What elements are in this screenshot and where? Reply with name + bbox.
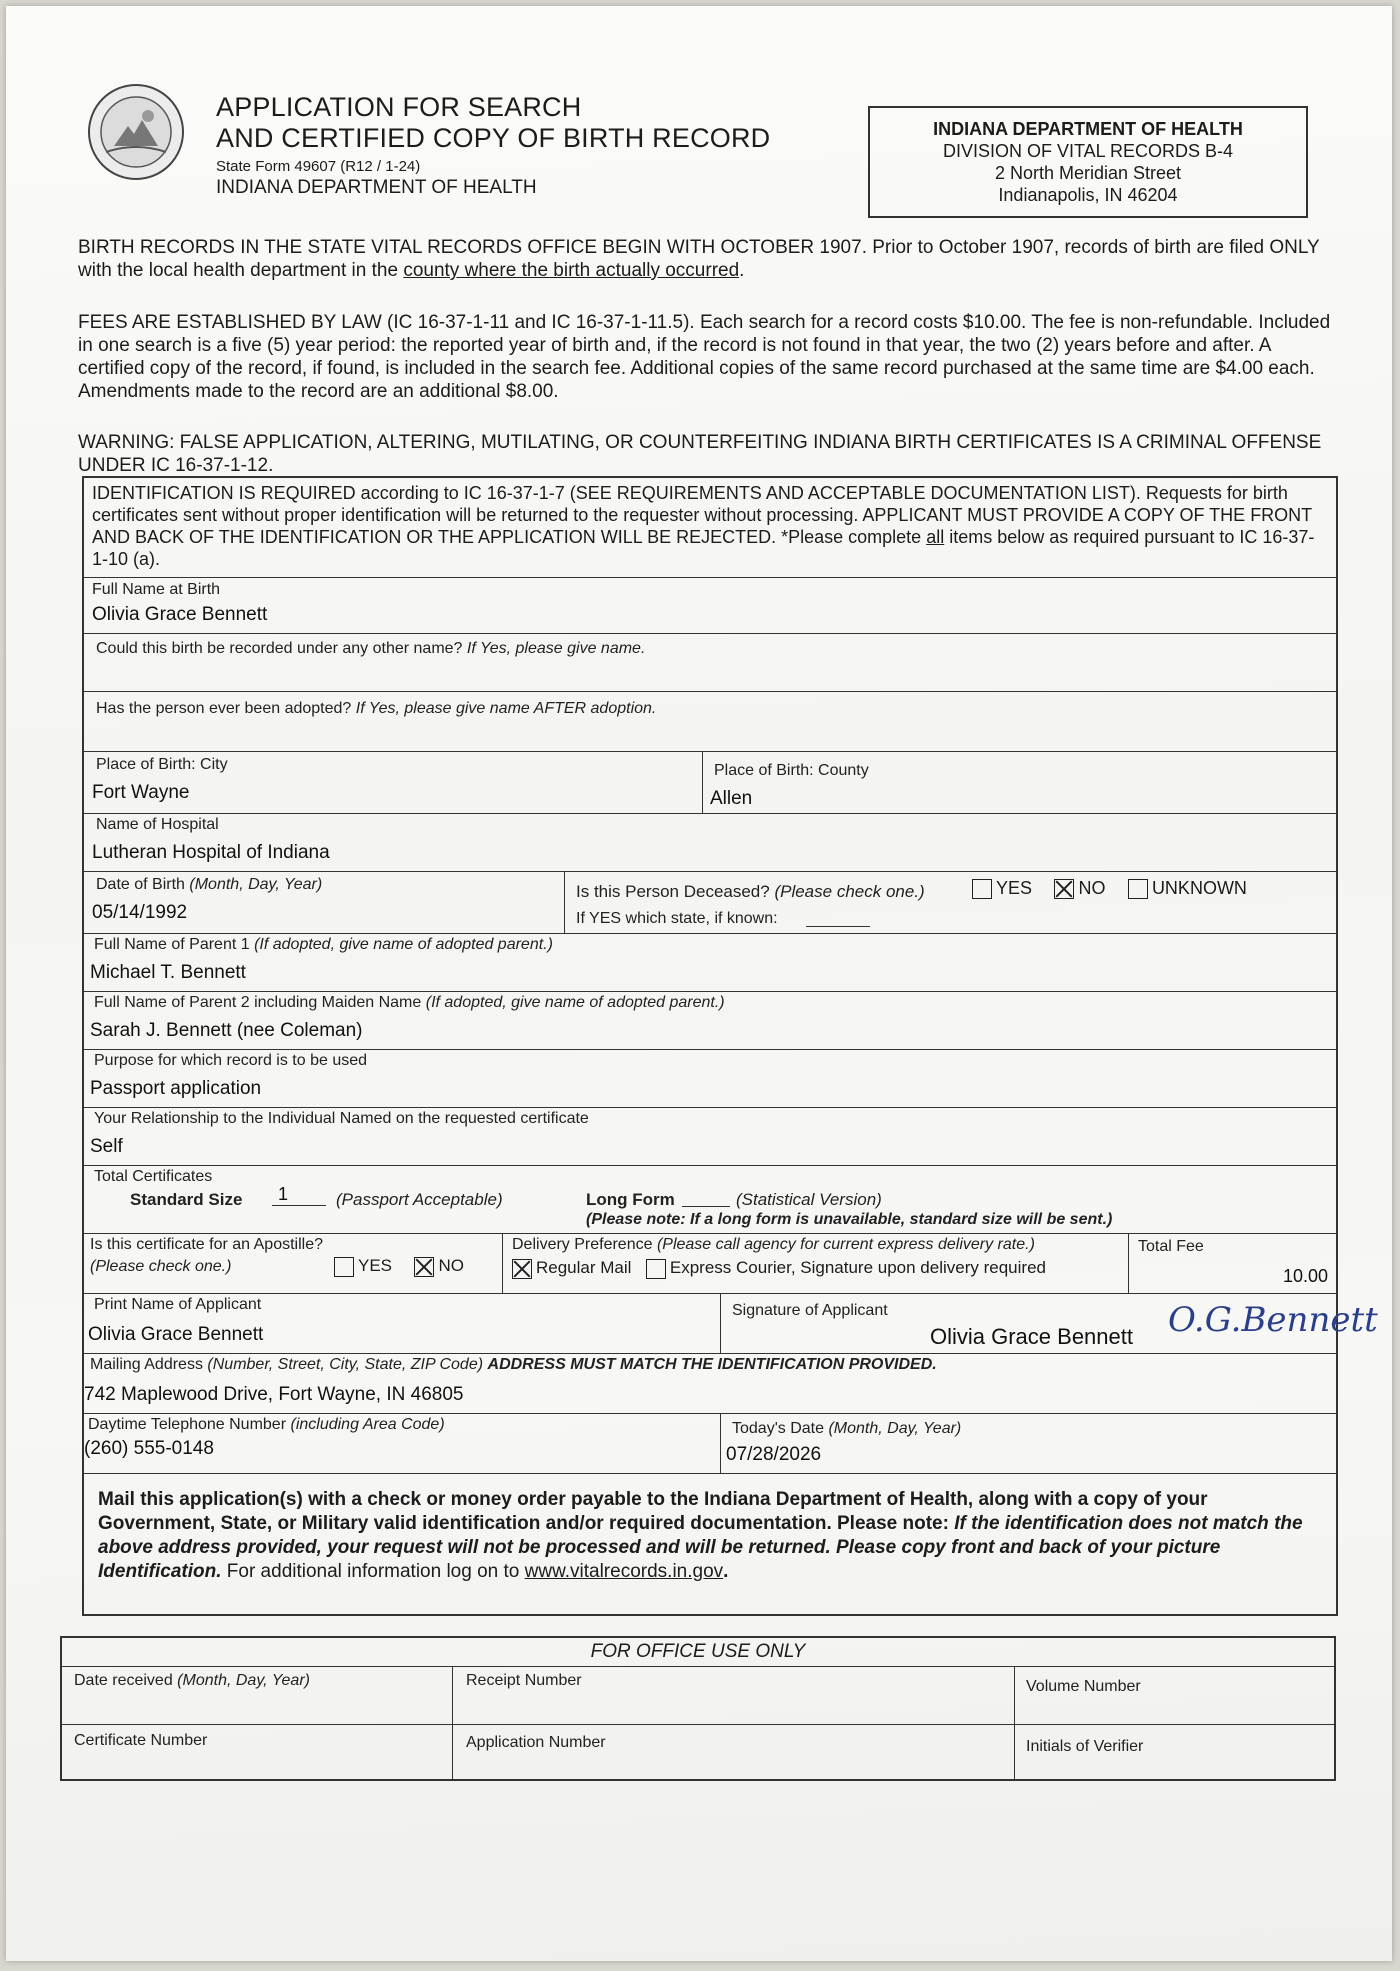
signature-typed: Olivia Grace Bennett	[930, 1324, 1133, 1349]
city-label: Place of Birth: City	[96, 756, 228, 773]
long-form-note: (Please note: If a long form is unavailable, standard size will be sent.)	[586, 1211, 1113, 1228]
deceased-options: YES NO UNKNOWN	[972, 878, 1265, 899]
adopted-row[interactable]: Has the person ever been adopted? If Yes, please give name AFTER adoption.	[84, 692, 1336, 752]
delivery-options: Regular Mail Express Courier, Signature upon delivery required	[512, 1258, 1064, 1279]
other-name-row[interactable]: Could this birth be recorded under any other name? If Yes, please give name.	[84, 634, 1336, 692]
print-name-field[interactable]: Olivia Grace Bennett	[88, 1324, 264, 1345]
notice-fees: FEES ARE ESTABLISHED BY LAW (IC 16-37-1-11 and IC 16-37-1-11.5). Each search for a record costs $10.00. The fee is non-refundable. Included in one search is a five (5) year period: the reported year of birth and, if the record is not found in that year, the two (2) years before and after. A certified copy of the record, if found, is included in the search fee. Additional copies of the same record purchased at the same time are $4.00 each. Amendments made to the record are an additional $8.00.	[78, 312, 1331, 402]
standard-size-hint: (Passport Acceptable)	[336, 1190, 503, 1209]
today-date-field[interactable]: 07/28/2026	[726, 1444, 822, 1465]
phone-field[interactable]: (260) 555-0148	[84, 1438, 214, 1459]
parent1-row: Full Name of Parent 1 (If adopted, give name of adopted parent.) Michael T. Bennett	[84, 934, 1336, 992]
volume-number-label: Volume Number	[1026, 1678, 1141, 1695]
state-seal-icon	[86, 82, 186, 182]
header	[216, 92, 770, 199]
full-name-field[interactable]: Olivia Grace Bennett	[92, 604, 268, 625]
place-of-birth-row	[84, 752, 1336, 814]
hospital-field[interactable]: Lutheran Hospital of Indiana	[92, 842, 330, 863]
relationship-field[interactable]: Self	[90, 1136, 123, 1157]
receipt-number-label: Receipt Number	[466, 1672, 582, 1689]
deceased-unknown-checkbox[interactable]	[1128, 879, 1148, 899]
signature-handwritten[interactable]: O.G.Bennett	[1168, 1300, 1378, 1340]
document-page	[6, 6, 1392, 1961]
apostille-hint: (Please check one.)	[90, 1258, 232, 1275]
phone-date-row: Daytime Telephone Number (including Area Code) (260) 555-0148 Today's Date (Month, Day, Year) 07/28/2026	[84, 1414, 1336, 1474]
dob-field[interactable]: 05/14/1992	[92, 902, 188, 923]
deceased-state-field[interactable]	[806, 926, 870, 927]
form-title-line1: APPLICATION FOR SEARCH	[216, 92, 582, 122]
address-line3: 2 North Meridian Street	[994, 163, 1182, 183]
total-fee-field[interactable]: 10.00	[1282, 1266, 1328, 1286]
hospital-label: Name of Hospital	[96, 816, 219, 833]
long-form-field[interactable]	[682, 1206, 730, 1207]
agency-address-box	[868, 106, 1308, 218]
parent2-field[interactable]: Sarah J. Bennett (nee Coleman)	[90, 1020, 363, 1041]
dob-row: Date of Birth (Month, Day, Year) 05/14/1992 Is this Person Deceased? (Please check one.) YES NO UNKNOWN If YES which state, if known:	[84, 872, 1336, 934]
notice-birth-records: BIRTH RECORDS IN THE STATE VITAL RECORDS OFFICE BEGIN WITH OCTOBER 1907. Prior to October 1907, records of birth are filed ONLY with the local health department in the county where the birth actually occurred.	[78, 237, 1320, 281]
apostille-yes-checkbox[interactable]	[334, 1257, 354, 1277]
purpose-label: Purpose for which record is to be used	[94, 1052, 368, 1069]
total-certificates-row	[84, 1166, 1336, 1234]
long-form-label: Long Form	[586, 1190, 675, 1209]
print-name-label: Print Name of Applicant	[94, 1296, 262, 1313]
standard-size-field[interactable]: 1	[272, 1184, 326, 1206]
full-name-row	[84, 578, 1336, 634]
verifier-initials-label: Initials of Verifier	[1026, 1738, 1144, 1755]
county-field[interactable]: Allen	[710, 788, 753, 809]
office-use-title: FOR OFFICE USE ONLY	[590, 1641, 806, 1662]
notice-warning: WARNING: FALSE APPLICATION, ALTERING, MUTILATING, OR COUNTERFEITING INDIANA BIRTH CERTIFICATES IS A CRIMINAL OFFENSE UNDER IC 16-37-1-12.	[78, 432, 1322, 476]
form-title-line2: AND CERTIFIED COPY OF BIRTH RECORD	[216, 123, 771, 153]
hospital-row	[84, 814, 1336, 872]
application-number-label: Application Number	[466, 1734, 606, 1751]
relationship-label: Your Relationship to the Individual Named on the requested certificate	[94, 1110, 589, 1127]
total-fee-label: Total Fee	[1138, 1238, 1204, 1255]
apostille-label: Is this certificate for an Apostille?	[90, 1236, 323, 1253]
office-use-box: FOR OFFICE USE ONLY Date received (Month, Day, Year) Receipt Number Volume Number Certificate Number Application Number Initials of Verifier	[60, 1636, 1336, 1781]
deceased-no-checkbox[interactable]	[1054, 879, 1074, 899]
full-name-label: Full Name at Birth	[92, 581, 221, 598]
delivery-express-checkbox[interactable]	[646, 1259, 666, 1279]
parent2-row: Full Name of Parent 2 including Maiden Name (If adopted, give name of adopted parent.) Sarah J. Bennett (nee Coleman)	[84, 992, 1336, 1050]
total-certificates-label: Total Certificates	[94, 1168, 213, 1185]
long-form-hint: (Statistical Version)	[736, 1190, 882, 1209]
certificate-number-label: Certificate Number	[74, 1732, 208, 1749]
deceased-yes-checkbox[interactable]	[972, 879, 992, 899]
mailing-field[interactable]: 742 Maplewood Drive, Fort Wayne, IN 46805	[84, 1384, 464, 1405]
address-line2: DIVISION OF VITAL RECORDS B-4	[942, 141, 1234, 161]
standard-size-label: Standard Size	[130, 1190, 243, 1209]
city-field[interactable]: Fort Wayne	[92, 782, 190, 803]
purpose-row	[84, 1050, 1336, 1108]
address-line4: Indianapolis, IN 46204	[998, 185, 1178, 205]
mailing-row: Mailing Address (Number, Street, City, State, ZIP Code) ADDRESS MUST MATCH THE IDENTIFICATION PROVIDED. 742 Maplewood Drive, Fort Wayne, IN 46805	[84, 1354, 1336, 1414]
application-form	[82, 476, 1378, 1616]
identification-requirement: IDENTIFICATION IS REQUIRED according to IC 16-37-1-7 (SEE REQUIREMENTS AND ACCEPTABLE DOCUMENTATION LIST). Requests for birth certificates sent without proper identification will be returned to the requester without processing. APPLICANT MUST PROVIDE A COPY OF THE FRONT AND BACK OF THE IDENTIFICATION OR THE APPLICATION WILL BE REJECTED. *Please complete all items below as required pursuant to IC 16-37-1-10 (a).	[84, 478, 1336, 578]
deceased-state-label: If YES which state, if known:	[576, 910, 778, 927]
applicant-row	[84, 1294, 1378, 1354]
apostille-no-checkbox[interactable]	[414, 1257, 434, 1277]
apostille-options: YES NO	[334, 1256, 482, 1277]
vital-records-link[interactable]: www.vitalrecords.in.gov	[524, 1561, 724, 1582]
relationship-row	[84, 1108, 1336, 1166]
mail-instructions: Mail this application(s) with a check or money order payable to the Indiana Department of Health, along with a copy of your Government, State, or Military valid identification and/or required documentation. Please note: If the identification does not match the above address provided, your request will not be processed and will be returned. Please copy front and back of your picture Identification. For additional information log on to www.vitalrecords.in.gov.	[98, 1489, 1303, 1582]
delivery-regular-checkbox[interactable]	[512, 1259, 532, 1279]
purpose-field[interactable]: Passport application	[90, 1078, 262, 1099]
agency-name: INDIANA DEPARTMENT OF HEALTH	[216, 177, 537, 198]
apostille-delivery-row: Is this certificate for an Apostille? (Please check one.) YES NO Delivery Preference (Please call agency for current express delivery rate.) Regular Mail Express Courier, Signature upon delivery required Total Fee 10.00	[84, 1234, 1336, 1294]
address-line1: INDIANA DEPARTMENT OF HEALTH	[933, 119, 1243, 139]
signature-label: Signature of Applicant	[732, 1302, 888, 1319]
form-number: State Form 49607 (R12 / 1-24)	[216, 158, 421, 175]
parent1-field[interactable]: Michael T. Bennett	[90, 962, 246, 983]
county-label: Place of Birth: County	[714, 762, 869, 779]
